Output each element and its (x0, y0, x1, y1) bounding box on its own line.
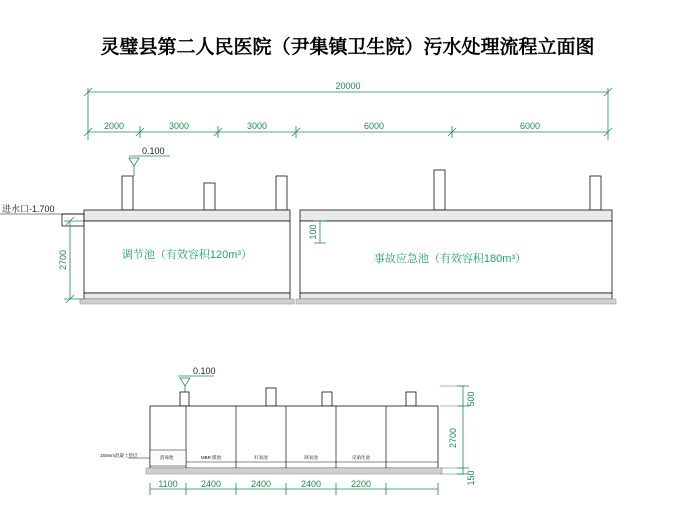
upper-inner-dimension-label: 100 (308, 224, 318, 240)
upper-riser-group (122, 170, 601, 210)
lower-tank-body (146, 406, 442, 474)
lower-right-dimension-3: 150 (466, 470, 476, 486)
lower-dimension-4: 2400 (300, 479, 322, 489)
upper-tank-1-label: 调节池（有效容积120m³） (121, 249, 253, 261)
upper-tank-2-label: 事故应急池（有效容积180m³） (373, 253, 527, 265)
upper-elevation-label: 0.100 (142, 146, 165, 156)
lower-bottom-dimension-group (150, 483, 438, 495)
lower-elevation-label: 0.100 (193, 366, 216, 376)
pipe-note-label: 150mm混凝土垫层 (100, 453, 138, 458)
lower-chamber-label-3: 好氧池 (254, 455, 268, 460)
lower-dimension-5: 2200 (350, 479, 372, 489)
lower-elevation-marker (178, 376, 214, 392)
segment-dimension-1: 2000 (103, 121, 125, 131)
inlet-label: 进水口-1.700 (2, 204, 55, 214)
lower-dimension-3: 2400 (250, 479, 272, 489)
upper-elevation-marker (129, 156, 170, 176)
segment-dimension-2: 3000 (168, 121, 190, 131)
lower-chamber-label-5: 反硝化池 (352, 455, 370, 460)
lower-right-dimension-1: 500 (466, 391, 476, 407)
lower-chamber-label-4: 缺氧池 (304, 455, 318, 460)
lower-chamber-label-1: 消毒池 (160, 455, 174, 460)
lower-chamber-label-2: MBR 膜池 (200, 455, 222, 460)
lower-riser-group (180, 388, 416, 406)
lower-dimension-1: 1100 (158, 479, 178, 489)
segment-dimension-3: 3000 (246, 121, 268, 131)
page-title: 灵璧县第二人民医院（尹集镇卫生院）污水处理流程立面图 (100, 37, 595, 58)
lower-right-dimension-2: 2700 (448, 427, 458, 449)
overall-dimension-label: 20000 (335, 81, 361, 91)
upper-height-label: 2700 (58, 249, 68, 271)
segment-dimension-4: 6000 (363, 121, 385, 131)
lower-dimension-2: 2400 (200, 479, 222, 489)
segment-dimension-5: 6000 (519, 121, 541, 131)
